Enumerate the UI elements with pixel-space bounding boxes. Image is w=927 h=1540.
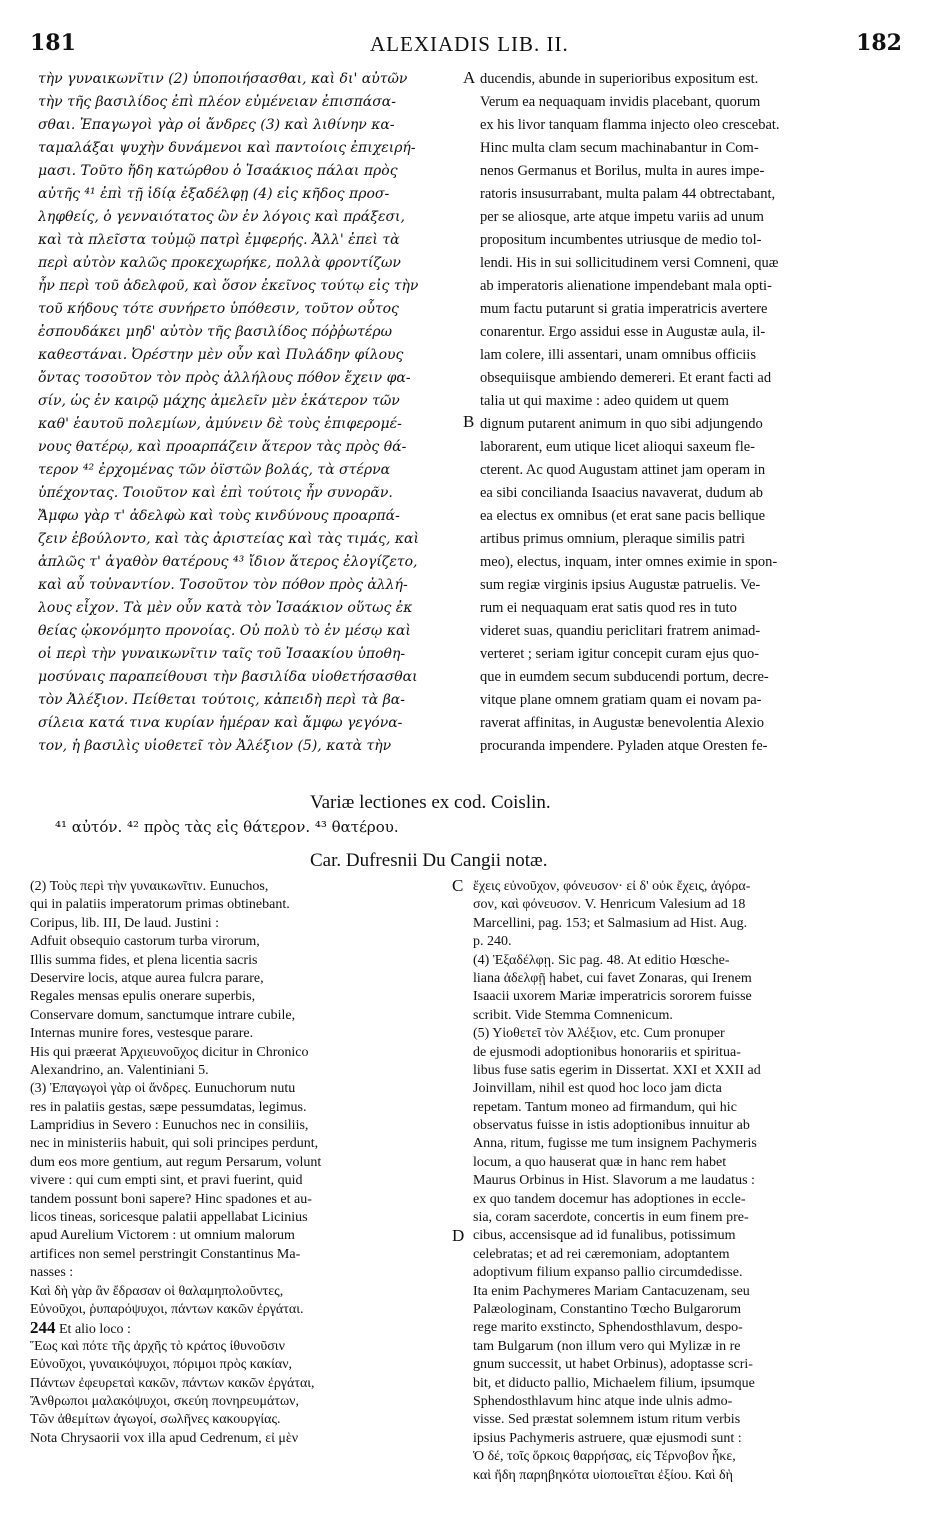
latin-text-line: sum regiæ virginis ipsius Augustæ patruelis. Ve- [480,577,761,593]
note-line: libus fuse satis egerim in Dissertat. XXI et XXII ad [473,1062,761,1078]
latin-text-line: raverat affinitas, in Augustæ benevolentia Alexio [480,715,765,731]
latin-text-line: meo), electus, inquam, inter omnes eximie in spon- [480,554,778,570]
latin-text-line: rum ei nequaquam erat satis quod res in tuto [480,600,737,616]
note-line: Lampridius in Severo : Eunuchos nec in consiliis, [30,1118,309,1134]
latin-text-line: ducendis, abunde in superioribus expositum est. [480,71,759,87]
variae-lectiones-title: Variæ lectiones ex cod. Coislin. [310,792,551,813]
note-line: sia, coram sacerdote, concertis in eum finem pre- [473,1210,749,1226]
variae-lectiones-line: ⁴¹ αὐτόν. ⁴² πρὸς τὰς εἰς θάτερον. ⁴³ θατέρου. [55,818,399,836]
note-line: σον, καὶ φόνευσον. V. Henricum Valesium ad 18 [473,897,746,913]
greek-text-line: τὴν τῆς βασιλίδος ἐπὶ πλέον εὐμένειαν ἐπισπάσα- [38,94,396,110]
greek-text-column [38,68,460,758]
latin-text-line: propositum incumbentes utriusque de medio tol- [480,232,762,248]
greek-text-line: ἐσπουδάκει μηδ' αὐτὸν τῆς βασιλίδος πόῤῥωτέρω [38,324,392,340]
page-header [30,30,902,60]
greek-text-line: θείας ᾠκονόμητο προνοίας. Οὐ πολὺ τὸ ἐν μέσῳ καὶ [38,623,411,639]
greek-text-line: μασι. Τοῦτο ἤδη κατώρθου ὁ Ἰσαάκιος πάλαι πρὸς [38,163,398,179]
note-line: Πάντων ἐφευρεταὶ κακῶν, πάντων κακῶν ἐργάται, [30,1375,315,1391]
note-line: nec in ministeriis habuit, qui soli principes perdunt, [30,1136,319,1152]
note-line: (4) Ἐξαδέλφῃ. Sic pag. 48. At editio Hœsche- [473,952,730,968]
note-line: Deservire locis, atque aurea fulcra parare, [30,970,264,986]
note-line: His qui præerat Ἀρχιευνοῦχος dicitur in Chronico [30,1044,309,1060]
latin-text-line: ab imperatoris alienatione impendebant mala opti- [480,278,772,294]
greek-text-line: ζειν ἐβούλοντο, καὶ τὰς ἀριστείας καὶ τὰς τιμάς, καὶ [38,531,419,547]
latin-text-line: procuranda impendere. Pyladen atque Oresten fe- [480,738,768,754]
note-line: cibus, accensisque ad id funalibus, potissimum [473,1228,736,1244]
note-line: (5) Υἱοθετεῖ τὸν Ἀλέξιον, etc. Cum pronuper [473,1026,725,1042]
greek-text-line: σίν, ὡς ἐν καιρῷ μάχης ἀμελεῖν μὲν ἑκάτερον τῶν [38,393,400,409]
note-line: observatus fuisse in istis adoptionibus innuitur ab [473,1118,750,1134]
latin-text-line: que in eumdem secum subducendi portum, decre- [480,669,769,685]
note-line: tandem possunt boni sapere? Hinc spadones et au- [30,1191,312,1207]
note-line: res in palatiis gestas, sæpe pessumdatas, legimus. [30,1099,307,1115]
latin-text-line: ea electus ex omnibus (et erat sane pacis bellique [480,508,766,524]
note-line: Sphendosthlavum hinc atque inde ulnis admo- [473,1393,733,1409]
greek-text-line: τὴν γυναικωνῖτιν (2) ὑποποιήσασθαι, καὶ δι' αὐτῶν [38,71,408,87]
note-line: Joinvillam, nihil est quod hoc loco jam dicta [473,1081,722,1097]
note-line: Nota Chrysaorii vox illa apud Cedrenum, εἰ μὲν [30,1430,299,1446]
note-line: Coripus, lib. III, De laud. Justini : [30,915,219,931]
running-title: ALEXIADIS LIB. II. [370,32,569,56]
note-line: adoptivum filium expanso pallio circumdedisse. [473,1265,743,1281]
note-line: Illis summa fides, et plena licentia sacris [30,952,258,968]
greek-text-line: καθεστάναι. Ὀρέστην μὲν οὖν καὶ Πυλάδην φίλους [38,347,404,363]
latin-text-line: vitque plane omnem gratiam quam ei novam pa- [480,692,762,708]
note-line: tam Bulgarum (non illum vero qui Mylizæ in re [473,1338,741,1354]
latin-text-line: verteret ; seriam igitur concepit curam ejus quo- [480,646,760,662]
margin-letter-d: D [452,1226,465,1245]
notes-left-column [30,878,448,1448]
note-line: gnum successit, ut habet Orbinus), adoptasse scri- [473,1357,753,1373]
page-number-right: 182 [856,30,902,56]
note-line: bit, et diducto pallio, Michaelem filium, ipsumque [473,1375,755,1391]
note-line: Ἕως καὶ πότε τῆς ἀρχῆς τὸ κράτος ἰθυνοῦσιν [30,1338,285,1354]
note-line: Marcellini, pag. 153; et Salmasium ad Hist. Aug. [473,915,748,931]
latin-text-line: ex his livor tanquam flamma injecto oleo crescebat. [480,117,780,133]
note-line: Internas munire fores, vestesque parare. [30,1026,254,1042]
latin-text-line: laborarent, eum utique licet alioqui saxeum fle- [480,439,755,455]
note-line: rege marito exstincto, Sphendosthlavum, despo- [473,1320,743,1336]
greek-text-line: καὶ αὖ τοὐναντίον. Τοσοῦτον τὸν πόθον πρὸς ἀλλή- [38,577,408,593]
greek-text-line: ληφθείς, ὁ γενναιότατος ὢν ἐν λόγοις καὶ πράξεσι, [38,209,405,225]
note-line: ἔχεις εὐνοῦχον, φόνευσον· εἰ δ' οὐκ ἔχεις, ἀγόρα- [473,879,751,894]
note-line: Ὁ δέ, τοῖς ὅρκοις θαρρήσας, εἰς Τέρνοβον ἧκε, [473,1449,736,1465]
note-line: repetam. Tantum moneo ad firmandum, qui hic [473,1099,737,1115]
note-line: celebratas; et ad rei cæremoniam, adoptantem [473,1246,730,1262]
note-line: (2) Τοὺς περὶ τὴν γυναικωνῖτιν. Eunuchos, [30,879,269,894]
margin-letter-b: B [463,412,475,431]
note-line: Anna, ritum, fugisse me tum insignem Pachymeris [473,1136,757,1152]
greek-text-line: ὑπέχοντας. Τοιοῦτον καὶ ἐπὶ τούτοις ἦν συνορᾶν. [38,485,393,501]
note-line: licos tineas, soricesque palatii appellabat Licinius [30,1210,308,1226]
greek-text-line: οἱ περὶ τὴν γυναικωνῖτιν ταῖς τοῦ Ἰσαακίου ὑποθη- [38,646,406,662]
latin-text-line: conarentur. Ergo assidui esse in Augustæ aula, il- [480,324,766,340]
note-line: Palæologinam, Constantino Tœcho Bulgarorum [473,1301,742,1317]
latin-text-line: artibus primus omnium, pleraque similis patri [480,531,745,547]
note-line: Regales mensas epulis onerare superbis, [30,989,256,1005]
greek-text-line: τοῦ κήδους τότε συνήρετο ὑπόθεσιν, τοῦτον οὗτος [38,301,399,317]
margin-letter-a: A [463,68,476,87]
note-line: dum eos more gentium, aut regum Persarum, volunt [30,1154,322,1170]
note-line: p. 240. [473,934,512,950]
note-line: Ita enim Pachymeres Mariam Cantacuzenam, seu [473,1283,750,1299]
notae-title: Car. Dufresnii Du Cangii notæ. [310,850,548,871]
notes-right-column [473,878,901,1485]
note-line: Καὶ δὴ γὰρ ἂν ἔδρασαν οἱ θαλαμηπολοῦντες, [30,1283,284,1299]
latin-text-line: obsequiisque ambiendo demereri. Et erant facti ad [480,370,772,386]
note-line: 244 Et alio loco : [30,1319,131,1338]
latin-text-line: lendi. His in sui sollicitudinem versi Comneni, quæ [480,255,779,271]
latin-text-line: talia ut qui maxime : adeo quidem ut quem [480,393,729,409]
greek-text-line: ταμαλάξαι ψυχὴν δυνάμενοι καὶ παντοίοις ἐπιχειρή- [38,140,416,156]
note-line: Isaacii uxorem Mariæ imperatricis sororem fuisse [473,989,752,1005]
latin-text-line: cterent. Ac quod Augustam attinet jam operam in [480,462,766,478]
note-line: locum, a quo hauserat quæ in hanc rem habet [473,1154,727,1170]
note-line: Maurus Orbinus in Hist. Slavorum a me laudatus : [473,1173,755,1189]
latin-text-line: mum factu putarunt si gratia imperatricis avertere [480,301,768,317]
latin-translation-column [480,68,894,758]
note-line: apud Aurelium Victorem : ut omnium malorum [30,1228,295,1244]
note-line: Εὐνοῦχοι, ῥυπαρόψυχοι, πάντων κακῶν ἐργάται. [30,1301,304,1317]
note-line: Adfuit obsequio castorum turba virorum, [30,934,260,950]
greek-text-line: ἁπλῶς τ' ἀγαθὸν θατέρους ⁴³ ἴδιον ἅτερος ἐλογίζετο, [38,554,418,570]
note-line: καὶ ἤδη παρηβηκότα υἱοποιεῖται ἐξίου. Καὶ δὴ [473,1467,733,1483]
greek-text-line: ὄντας τοσοῦτον τὸν πρὸς ἀλλήλους πόθον ἔχειν φα- [38,370,411,386]
greek-text-line: μοσύναις παραπείθουσι τὴν βασιλίδα υἱοθετήσασθαι [38,669,418,685]
note-line: de ejusmodi adoptionibus honorariis et spiritua- [473,1044,741,1060]
latin-text-line: ea sibi conciliandа Isaacius navaverat, dudum ab [480,485,764,501]
note-line: nasses : [30,1265,74,1281]
note-line: artifices non semel perstringit Constantinus Ma- [30,1246,301,1262]
latin-text-line: videret suas, quandiu periclitari fratrem animad- [480,623,761,639]
greek-text-line: σίλεια κατά τινα κυρίαν ἡμέραν καὶ ἄμφω γεγόνα- [38,715,403,731]
margin-letter-c: C [452,876,464,895]
note-line: vivere : qui cum empti sint, et pravi fuerint, quid [30,1173,303,1189]
greek-text-line: ἦν περὶ τοῦ ἀδελφοῦ, καὶ ὅσον ἐκεῖνος τούτῳ εἰς τὴν [38,278,419,294]
latin-text-line: Verum ea nequaquam invidis placebant, quorum [480,94,761,110]
greek-text-line: νους θατέρῳ, καὶ προαρπάζειν ἅτερον τὰς πρὸς θά- [38,439,407,455]
note-line: Εὐνοῦχοι, γυναικόψυχοι, πόριμοι πρὸς κακίαν, [30,1357,293,1373]
greek-text-line: τον, ἡ βασιλὶς υἱοθετεῖ τὸν Ἀλέξιον (5), κατὰ τὴν [38,738,392,754]
latin-text-line: nenos Germanus et Borilus, multa in aures impe- [480,163,765,179]
latin-text-line: Hinc multa clam secum machinabantur in Com- [480,140,759,156]
greek-text-line: αὐτῆς ⁴¹ ἐπὶ τῇ ἰδίᾳ ἐξαδέλφῃ (4) εἰς κῆδος προσ- [38,186,390,202]
page-number-left: 181 [30,30,76,56]
greek-text-line: περὶ αὐτὸν καλῶς προκεχωρήκε, πολλὰ φροντίζων [38,255,401,271]
note-line: liana ἀδελφῇ habet, cui favet Zonaras, qui Irenem [473,970,752,986]
note-line: qui in palatiis imperatorum primas obtinebant. [30,897,290,913]
latin-text-line: ratoris insusurrabant, multa palam 44 obtrectabant, [480,186,776,202]
note-line: visse. Sed præstat solemnem istum ritum verbis [473,1412,741,1428]
greek-text-line: τερον ⁴² ἐρχομένας τῶν ὀϊστῶν βολάς, τὰ στέρνα [38,462,391,478]
note-line: Conservare domum, sanctumque intrare cubile, [30,1007,296,1023]
greek-text-line: σθαι. Ἐπαγωγοὶ γὰρ οἱ ἄνδρες (3) καὶ λιθίνην κα- [38,117,395,133]
latin-text-line: per se aliosque, arte atque impetu variis ad unum [480,209,764,225]
note-line: Alexandrino, an. Valentiniani 5. [30,1062,209,1078]
note-line: Τῶν ἀθεμίτων ἀγωγοί, σωλῆνες κακουργίας. [30,1412,281,1428]
greek-text-line: καθ' ἑαυτοῦ πολεμίων, ἀμύνειν δὲ τοὺς ἐπιφερομέ- [38,416,402,432]
greek-text-line: Ἄμφω γὰρ τ' ἀδελφὼ καὶ τοὺς κινδύνους προαρπά- [38,508,400,524]
note-line: ipsius Pachymeris astruere, quæ ejusmodi sunt : [473,1430,742,1446]
note-line: scribit. Vide Stemma Comnenicum. [473,1007,673,1023]
note-line: ex quo tandem docemur has adoptiones in eccle- [473,1191,746,1207]
greek-text-line: λους εἶχον. Τὰ μὲν οὖν κατὰ τὸν Ἰσαάκιον οὕτως ἐκ [38,600,413,616]
note-line: Ἄνθρωποι μαλακόψυχοι, σκεύη πονηρευμάτων, [30,1393,299,1409]
latin-text-line: lam colere, illi assentari, unam omnibus officiis [480,347,756,363]
note-line: (3) Ἐπαγωγοὶ γὰρ οἱ ἄνδρες. Eunuchorum nutu [30,1081,296,1097]
greek-text-line: τὸν Ἀλέξιον. Πείθεται τούτοις, κἀπειδὴ περὶ τὰ βα- [38,692,405,708]
latin-text-line: dignum putarent animum in quo sibi adjungendo [480,416,763,432]
greek-text-line: καὶ τὰ πλεῖστα τοὐμῷ πατρὶ ἐμφερής. Ἀλλ' ἐπεὶ τὰ [38,232,400,248]
